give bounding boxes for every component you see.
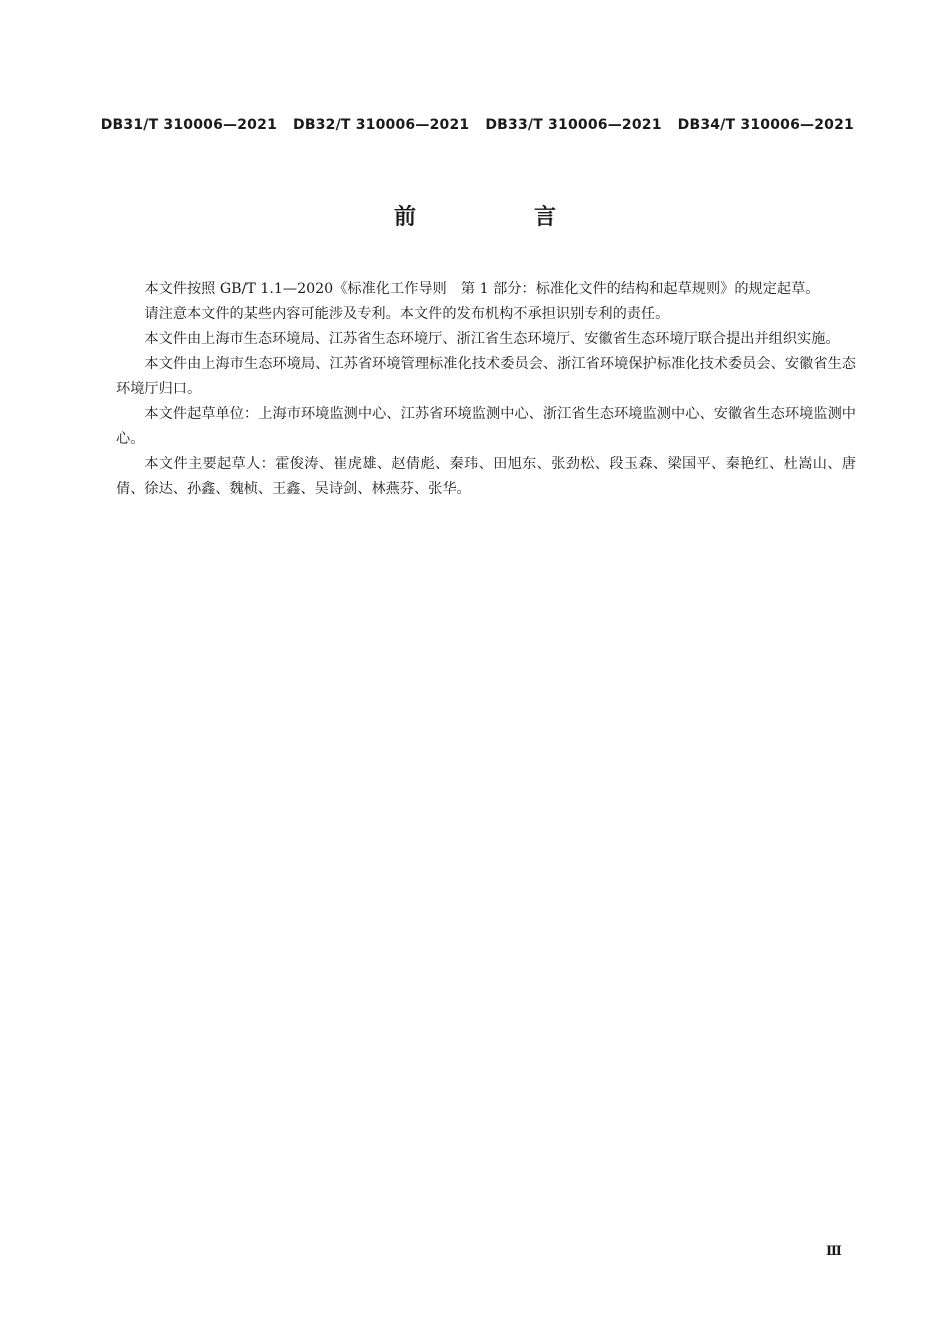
standard-code-db33: DB33/T 310006—2021 bbox=[485, 117, 662, 133]
standard-code-db34: DB34/T 310006—2021 bbox=[677, 117, 854, 133]
paragraph-proposers: 本文件由上海市生态环境局、江苏省生态环境厅、浙江省生态环境厅、安徽省生态环境厅联合提出并组织实施。 bbox=[144, 331, 840, 347]
page-title: 前 言 bbox=[393, 205, 604, 230]
paragraph-centralized-management: 本文件由上海市生态环境局、江苏省环境管理标准化技术委员会、浙江省环境保护标准化技术委员会、安徽省生态环境厅归口。 bbox=[116, 356, 856, 397]
paragraph-drafting-rules: 本文件按照 GB/T 1.1—2020《标准化工作导则 第 1 部分：标准化文件的结构和起草规则》的规定起草。 bbox=[144, 281, 820, 297]
paragraph-patent-notice: 请注意本文件的某些内容可能涉及专利。本文件的发布机构不承担识别专利的责任。 bbox=[144, 306, 670, 322]
standard-code-db32: DB32/T 310006—2021 bbox=[293, 117, 470, 133]
page-number: Ⅲ bbox=[826, 1244, 842, 1259]
paragraph-drafting-units: 本文件起草单位：上海市环境监测中心、江苏省环境监测中心、浙江省生态环境监测中心、安徽省生态环境监测中心。 bbox=[116, 406, 856, 447]
standard-codes-header bbox=[101, 117, 854, 133]
paragraph-main-drafters: 本文件主要起草人：霍俊涛、崔虎雄、赵倩彪、秦玮、田旭东、张劲松、段玉森、梁国平、秦艳红、杜嵩山、唐倩、徐达、孙鑫、魏桢、王鑫、吴诗剑、林燕芬、张华。 bbox=[116, 456, 856, 497]
foreword-body bbox=[116, 277, 856, 502]
standard-code-db31: DB31/T 310006—2021 bbox=[100, 117, 278, 133]
